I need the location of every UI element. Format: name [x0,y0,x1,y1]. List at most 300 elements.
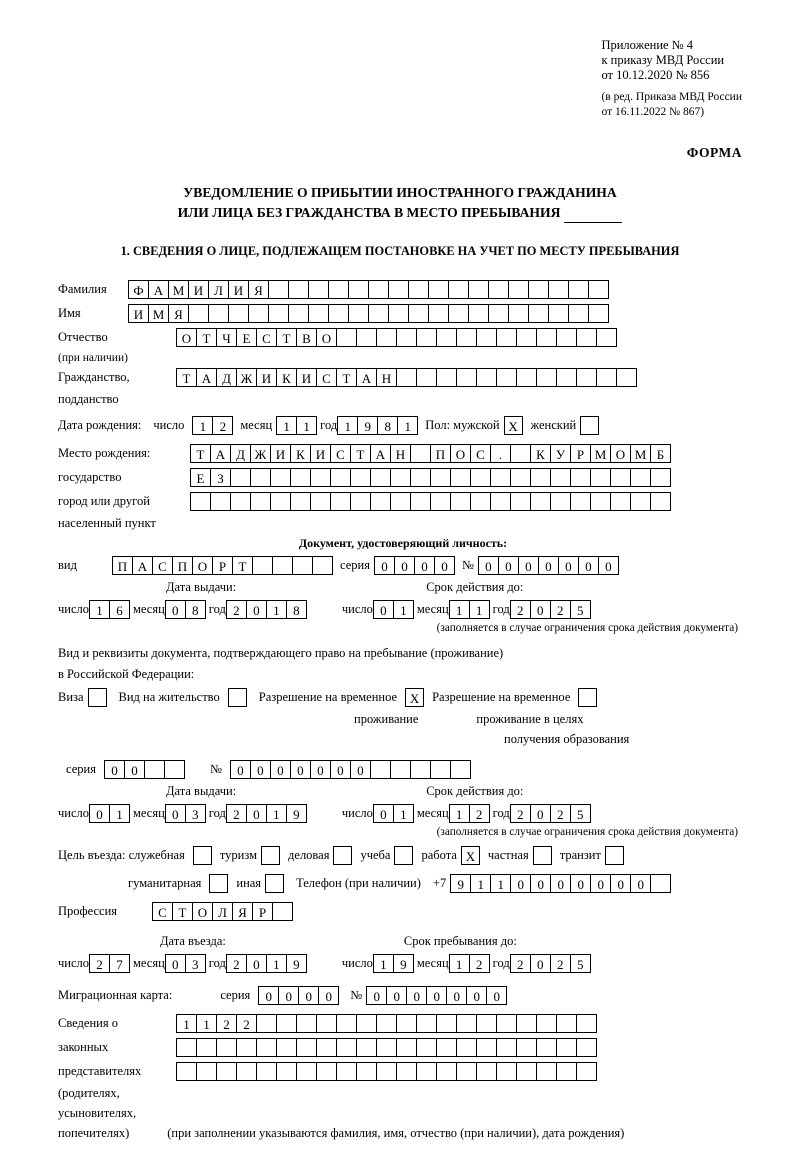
form-cell[interactable] [416,368,437,387]
form-cell[interactable]: . [490,444,511,463]
form-cell[interactable] [468,304,489,323]
form-cell[interactable]: П [172,556,193,575]
form-cell[interactable] [496,1062,517,1081]
entry-year-cells[interactable] [226,954,306,973]
form-cell[interactable]: Т [176,368,197,387]
form-cell[interactable] [336,328,357,347]
form-cell[interactable] [408,280,429,299]
form-cell[interactable]: И [270,444,291,463]
form-cell[interactable]: А [148,280,169,299]
form-cell[interactable]: Д [230,444,251,463]
form-cell[interactable]: 2 [550,954,571,973]
form-cell[interactable] [410,760,431,779]
stay-year-cells[interactable] [510,954,590,973]
form-cell[interactable]: 0 [570,874,591,893]
form-cell[interactable] [370,492,391,511]
form-cell[interactable]: 2 [469,954,490,973]
citizenship-cells[interactable] [176,368,636,387]
form-cell[interactable] [470,468,491,487]
purpose-work-checkbox[interactable]: X [461,846,480,865]
doc-issue-year-cells[interactable] [226,600,306,619]
form-cell[interactable] [276,1038,297,1057]
doc-issue-day-cells[interactable] [89,600,129,619]
form-cell[interactable] [370,760,391,779]
form-cell[interactable]: И [310,444,331,463]
form-cell[interactable]: Р [212,556,233,575]
form-cell[interactable]: 1 [393,804,414,823]
form-cell[interactable] [530,492,551,511]
form-cell[interactable] [368,280,389,299]
form-cell[interactable] [356,1038,377,1057]
form-cell[interactable] [276,1062,297,1081]
form-cell[interactable] [588,304,609,323]
form-cell[interactable]: 3 [185,954,206,973]
purpose-humanitarian-checkbox[interactable] [209,874,228,893]
form-cell[interactable] [368,304,389,323]
form-cell[interactable] [256,1014,277,1033]
form-cell[interactable] [370,468,391,487]
form-cell[interactable]: 0 [258,986,279,1005]
form-cell[interactable]: 0 [290,760,311,779]
form-cell[interactable] [288,280,309,299]
form-cell[interactable]: 0 [590,874,611,893]
form-cell[interactable]: 1 [373,954,394,973]
form-cell[interactable]: 0 [330,760,351,779]
purpose-tourism-checkbox[interactable] [261,846,280,865]
form-cell[interactable]: И [228,280,249,299]
form-cell[interactable] [488,280,509,299]
form-cell[interactable] [348,304,369,323]
form-cell[interactable]: О [450,444,471,463]
form-cell[interactable] [550,492,571,511]
form-cell[interactable]: Т [196,328,217,347]
form-cell[interactable]: Б [650,444,671,463]
form-cell[interactable] [376,328,397,347]
form-cell[interactable] [176,1038,197,1057]
form-cell[interactable] [390,760,411,779]
form-cell[interactable] [590,492,611,511]
form-cell[interactable] [428,280,449,299]
form-cell[interactable] [290,492,311,511]
form-cell[interactable]: 2 [212,416,233,435]
form-cell[interactable]: 2 [469,804,490,823]
permit-valid-month-cells[interactable] [449,804,489,823]
form-cell[interactable]: 2 [226,804,247,823]
form-cell[interactable]: С [470,444,491,463]
form-cell[interactable] [276,1014,297,1033]
form-cell[interactable] [336,1062,357,1081]
form-cell[interactable] [510,444,531,463]
form-cell[interactable]: 9 [357,416,378,435]
form-cell[interactable] [336,1038,357,1057]
sex-female-checkbox[interactable] [580,416,599,435]
form-cell[interactable] [430,492,451,511]
birthplace-cells-row-2[interactable] [190,468,670,487]
form-cell[interactable]: 2 [510,600,531,619]
form-cell[interactable] [630,492,651,511]
form-cell[interactable]: 2 [236,1014,257,1033]
form-cell[interactable] [376,1014,397,1033]
form-cell[interactable] [188,304,209,323]
form-cell[interactable] [144,760,165,779]
form-cell[interactable] [556,328,577,347]
form-cell[interactable] [230,492,251,511]
form-cell[interactable] [268,280,289,299]
form-cell[interactable] [236,1062,257,1081]
form-cell[interactable]: Н [376,368,397,387]
form-cell[interactable]: 0 [310,760,331,779]
permit-valid-day-cells[interactable] [373,804,413,823]
form-cell[interactable]: 1 [337,416,358,435]
form-cell[interactable]: 1 [176,1014,197,1033]
form-cell[interactable]: А [196,368,217,387]
form-cell[interactable] [610,492,631,511]
form-cell[interactable] [496,1038,517,1057]
form-cell[interactable]: 0 [270,760,291,779]
form-cell[interactable]: 0 [406,986,427,1005]
name-cells[interactable] [128,304,608,323]
form-cell[interactable]: Я [168,304,189,323]
form-cell[interactable] [548,280,569,299]
form-cell[interactable] [576,1038,597,1057]
form-cell[interactable]: М [590,444,611,463]
form-cell[interactable]: 2 [216,1014,237,1033]
form-cell[interactable] [330,492,351,511]
form-cell[interactable] [272,556,293,575]
form-cell[interactable] [408,304,429,323]
birth-month-cells[interactable] [276,416,316,435]
form-cell[interactable] [388,280,409,299]
form-cell[interactable] [356,1014,377,1033]
form-cell[interactable] [328,280,349,299]
phone-cells[interactable] [450,874,670,893]
form-cell[interactable] [610,468,631,487]
form-cell[interactable] [416,1038,437,1057]
form-cell[interactable] [416,328,437,347]
permit-series-cells[interactable] [104,760,184,779]
doc-valid-year-cells[interactable] [510,600,590,619]
form-cell[interactable]: В [296,328,317,347]
form-cell[interactable]: М [630,444,651,463]
form-cell[interactable] [456,1062,477,1081]
form-cell[interactable] [448,304,469,323]
form-cell[interactable]: 0 [530,600,551,619]
form-cell[interactable]: 0 [530,954,551,973]
form-cell[interactable] [536,328,557,347]
form-cell[interactable] [516,1014,537,1033]
form-cell[interactable]: 5 [570,954,591,973]
form-cell[interactable]: 1 [296,416,317,435]
form-cell[interactable]: 0 [374,556,395,575]
form-cell[interactable]: Е [236,328,257,347]
form-cell[interactable]: С [330,444,351,463]
birth-day-cells[interactable] [192,416,232,435]
form-cell[interactable]: 7 [109,954,130,973]
form-cell[interactable]: Е [190,468,211,487]
doc-series-cells[interactable] [374,556,454,575]
form-cell[interactable]: 1 [276,416,297,435]
form-cell[interactable] [348,280,369,299]
form-cell[interactable] [210,492,231,511]
form-cell[interactable]: И [256,368,277,387]
form-cell[interactable]: О [192,902,213,921]
form-cell[interactable]: 0 [550,874,571,893]
form-cell[interactable] [396,1014,417,1033]
form-cell[interactable]: 1 [393,600,414,619]
form-cell[interactable] [356,1062,377,1081]
form-cell[interactable]: Ф [128,280,149,299]
form-cell[interactable] [228,304,249,323]
form-cell[interactable] [328,304,349,323]
form-cell[interactable] [516,328,537,347]
form-cell[interactable] [270,468,291,487]
form-cell[interactable]: А [370,444,391,463]
entry-month-cells[interactable] [165,954,205,973]
form-cell[interactable]: С [152,902,173,921]
form-cell[interactable] [390,468,411,487]
form-cell[interactable] [436,368,457,387]
form-cell[interactable]: Я [248,280,269,299]
form-cell[interactable]: Л [208,280,229,299]
form-cell[interactable]: 0 [318,986,339,1005]
form-cell[interactable] [496,1014,517,1033]
form-cell[interactable] [250,492,271,511]
form-cell[interactable] [216,1038,237,1057]
form-cell[interactable]: 0 [478,556,499,575]
form-cell[interactable]: 0 [246,804,267,823]
form-cell[interactable]: 0 [434,556,455,575]
form-cell[interactable]: 1 [266,954,287,973]
form-cell[interactable]: 1 [449,954,470,973]
form-cell[interactable] [548,304,569,323]
form-cell[interactable]: 2 [550,804,571,823]
form-cell[interactable] [516,368,537,387]
form-cell[interactable] [576,1014,597,1033]
form-cell[interactable] [576,368,597,387]
form-cell[interactable] [568,280,589,299]
residence-permit-checkbox[interactable] [228,688,247,707]
form-cell[interactable]: 2 [510,804,531,823]
form-cell[interactable] [570,492,591,511]
form-cell[interactable]: З [210,468,231,487]
form-cell[interactable] [250,468,271,487]
form-cell[interactable] [456,368,477,387]
form-cell[interactable] [268,304,289,323]
form-cell[interactable]: 0 [466,986,487,1005]
form-cell[interactable] [516,1038,537,1057]
form-cell[interactable] [416,1014,437,1033]
migration-number-cells[interactable] [366,986,506,1005]
form-cell[interactable] [556,368,577,387]
form-cell[interactable]: А [210,444,231,463]
form-cell[interactable]: 1 [449,804,470,823]
form-cell[interactable]: 2 [89,954,110,973]
form-cell[interactable] [164,760,185,779]
form-cell[interactable]: 0 [578,556,599,575]
form-cell[interactable]: 1 [449,600,470,619]
form-cell[interactable] [216,1062,237,1081]
form-cell[interactable]: 0 [246,954,267,973]
form-cell[interactable] [396,368,417,387]
form-cell[interactable] [256,1038,277,1057]
form-cell[interactable]: 9 [286,954,307,973]
form-cell[interactable]: С [316,368,337,387]
form-cell[interactable]: 9 [393,954,414,973]
form-cell[interactable] [252,556,273,575]
form-cell[interactable] [336,1014,357,1033]
permit-issue-day-cells[interactable] [89,804,129,823]
form-cell[interactable]: Т [172,902,193,921]
form-cell[interactable] [476,1062,497,1081]
form-cell[interactable]: 0 [414,556,435,575]
form-cell[interactable]: 9 [286,804,307,823]
form-cell[interactable] [230,468,251,487]
form-cell[interactable] [272,902,293,921]
form-cell[interactable] [436,1014,457,1033]
doc-issue-month-cells[interactable] [165,600,205,619]
permit-number-cells[interactable] [230,760,470,779]
purpose-official-checkbox[interactable] [193,846,212,865]
form-cell[interactable]: П [112,556,133,575]
form-cell[interactable] [290,468,311,487]
form-cell[interactable]: К [290,444,311,463]
form-cell[interactable] [256,1062,277,1081]
form-cell[interactable] [190,492,211,511]
form-cell[interactable]: 0 [486,986,507,1005]
form-cell[interactable] [576,1062,597,1081]
form-cell[interactable] [476,1014,497,1033]
form-cell[interactable] [508,280,529,299]
form-cell[interactable] [356,328,377,347]
form-cell[interactable] [196,1062,217,1081]
form-cell[interactable]: А [132,556,153,575]
form-cell[interactable] [396,328,417,347]
form-cell[interactable]: 0 [165,954,186,973]
form-cell[interactable]: У [550,444,571,463]
form-cell[interactable] [510,468,531,487]
birthplace-cells-row-3[interactable] [190,492,670,511]
form-cell[interactable]: 6 [109,600,130,619]
form-cell[interactable] [396,1062,417,1081]
form-cell[interactable]: Ж [236,368,257,387]
form-cell[interactable]: Т [276,328,297,347]
form-cell[interactable]: 8 [185,600,206,619]
form-cell[interactable]: 0 [630,874,651,893]
form-cell[interactable]: 0 [598,556,619,575]
form-cell[interactable]: 1 [196,1014,217,1033]
form-cell[interactable] [550,468,571,487]
form-cell[interactable]: 1 [109,804,130,823]
form-cell[interactable]: 0 [298,986,319,1005]
doc-number-cells[interactable] [478,556,618,575]
form-cell[interactable] [476,368,497,387]
form-cell[interactable] [490,492,511,511]
form-cell[interactable] [208,304,229,323]
form-cell[interactable] [270,492,291,511]
birthplace-cells-row-1[interactable] [190,444,670,463]
doc-kind-cells[interactable] [112,556,332,575]
form-cell[interactable] [396,1038,417,1057]
form-cell[interactable]: 5 [570,600,591,619]
form-cell[interactable] [536,1038,557,1057]
form-cell[interactable]: Т [336,368,357,387]
form-cell[interactable] [430,468,451,487]
form-cell[interactable]: 1 [470,874,491,893]
form-cell[interactable] [312,556,333,575]
form-cell[interactable]: Ч [216,328,237,347]
form-cell[interactable] [428,304,449,323]
form-cell[interactable]: П [430,444,451,463]
form-cell[interactable] [296,1062,317,1081]
form-cell[interactable] [576,328,597,347]
entry-day-cells[interactable] [89,954,129,973]
form-cell[interactable]: А [356,368,377,387]
form-cell[interactable] [390,492,411,511]
form-cell[interactable]: О [192,556,213,575]
form-cell[interactable] [590,468,611,487]
form-cell[interactable] [456,1038,477,1057]
form-cell[interactable]: 8 [377,416,398,435]
form-cell[interactable]: 2 [226,600,247,619]
form-cell[interactable]: Н [390,444,411,463]
form-cell[interactable] [308,280,329,299]
form-cell[interactable]: 0 [530,874,551,893]
form-cell[interactable] [450,468,471,487]
visa-checkbox[interactable] [88,688,107,707]
form-cell[interactable]: С [152,556,173,575]
form-cell[interactable] [516,1062,537,1081]
form-cell[interactable] [236,1038,257,1057]
form-cell[interactable] [508,304,529,323]
form-cell[interactable]: 5 [570,804,591,823]
form-cell[interactable] [292,556,313,575]
form-cell[interactable]: 0 [89,804,110,823]
form-cell[interactable] [596,368,617,387]
form-cell[interactable]: 0 [165,600,186,619]
form-cell[interactable] [436,1062,457,1081]
form-cell[interactable]: 0 [610,874,631,893]
form-cell[interactable] [248,304,269,323]
form-cell[interactable] [410,444,431,463]
stay-day-cells[interactable] [373,954,413,973]
surname-cells[interactable] [128,280,608,299]
form-cell[interactable] [448,280,469,299]
form-cell[interactable] [556,1014,577,1033]
form-cell[interactable] [330,468,351,487]
legal-rep-cells-row-1[interactable] [176,1014,596,1033]
form-cell[interactable] [350,492,371,511]
form-cell[interactable] [436,328,457,347]
form-cell[interactable] [470,492,491,511]
form-cell[interactable] [596,328,617,347]
form-cell[interactable] [288,304,309,323]
form-cell[interactable]: 0 [510,874,531,893]
form-cell[interactable] [630,468,651,487]
form-cell[interactable] [528,304,549,323]
stay-month-cells[interactable] [449,954,489,973]
form-cell[interactable] [456,1014,477,1033]
form-cell[interactable]: 0 [498,556,519,575]
temp-residence-checkbox[interactable]: X [405,688,424,707]
form-cell[interactable] [456,328,477,347]
form-cell[interactable]: 0 [426,986,447,1005]
form-cell[interactable]: 0 [124,760,145,779]
form-cell[interactable]: К [530,444,551,463]
form-cell[interactable]: Л [212,902,233,921]
form-cell[interactable] [650,874,671,893]
form-cell[interactable] [176,1062,197,1081]
form-cell[interactable]: С [256,328,277,347]
